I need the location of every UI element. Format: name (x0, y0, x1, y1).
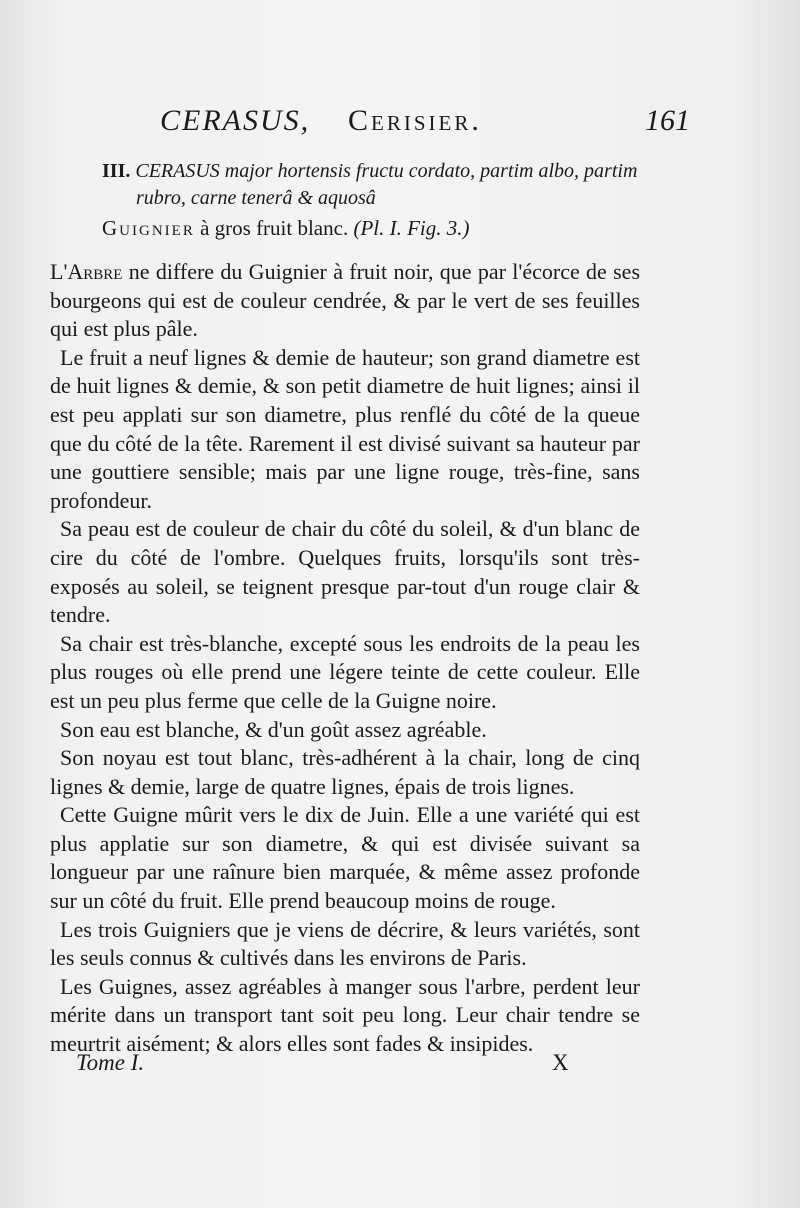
entry-latin-name-continued: rubro, carne tenerâ & aquosâ (136, 187, 376, 209)
plate-reference: (Pl. I. Fig. 3.) (353, 216, 470, 240)
paragraph: Les trois Guigniers que je viens de décrire, & leurs variétés, sont les seuls connus & cultivés dans les environs de Paris. (50, 916, 640, 971)
entry-common-name (102, 216, 662, 241)
page-number: 161 (645, 104, 690, 137)
volume-label: Tome I. (76, 1050, 145, 1075)
common-name: Guignier (102, 216, 195, 240)
paragraph-lead-word: L'Arbre (50, 259, 123, 284)
paragraph: Cette Guigne mûrit vers le dix de Juin. Elle a une variété qui est plus applatie sur son diametre, & qui est divisée suivant sa longueur par une raînure bien marquée, & même assez profonde sur un côté du fruit. Elle prend beaucoup moins de rouge. (50, 802, 640, 914)
common-name-rest: à gros fruit blanc. (200, 216, 349, 240)
paragraph (50, 258, 640, 344)
paragraph: Son noyau est tout blanc, très-adhérent à la chair, long de cinq lignes & demie, large de quatre lignes, épais de trois lignes. (50, 745, 640, 799)
paragraph: Les Guignes, assez agréables à manger sous l'arbre, perdent leur mérite dans un transport tant soit peu long. Leur chair tendre se meurtrit aisément; & alors elles sont fades & insipides. (50, 973, 640, 1057)
entry-heading (102, 158, 662, 212)
paragraph: Son eau est blanche, & d'un goût assez agréable. (60, 716, 487, 742)
paragraph-text: ne differe du Guignier à fruit noir, que par l'écorce de ses bourgeons qui est de couleur cendrée, & par le vert de ses feuilles qui est plus pâle. (50, 259, 640, 342)
entry-number: III. (102, 160, 131, 182)
paragraph: Sa chair est très-blanche, excepté sous les endroits de la peau les plus rouges où elle prend une légere teinte de cette couleur. Elle est un peu plus ferme que celle de la Guigne noire. (50, 630, 640, 713)
running-head-title: CERASUS, (160, 104, 311, 137)
running-head (150, 104, 690, 144)
paragraph: Sa peau est de couleur de chair du côté du soleil, & d'un blanc de cire du côté de l'ombre. Quelques fruits, lorsqu'ils sont très-exposés au soleil, se teignent presque par-tout d'un rouge clair & tendre. (50, 516, 640, 628)
paragraph: Le fruit a neuf lignes & demie de hauteur; son grand diametre est de huit lignes & demie, & son petit diametre de huit lignes; ainsi il est peu applati sur son diametre, plus renflé du côté de la queue que du côté de la tête. Rarement il est divisé suivant sa hauteur par une gouttiere sensible; mais par une ligne rouge, très-fine, sans profondeur. (50, 344, 640, 513)
running-head-subtitle: Cerisier. (348, 104, 482, 137)
body-text (50, 258, 640, 1059)
entry-latin-name: CERASUS major hortensis fructu cordato, partim albo, partim (135, 160, 638, 182)
signature-mark: X (552, 1050, 569, 1075)
